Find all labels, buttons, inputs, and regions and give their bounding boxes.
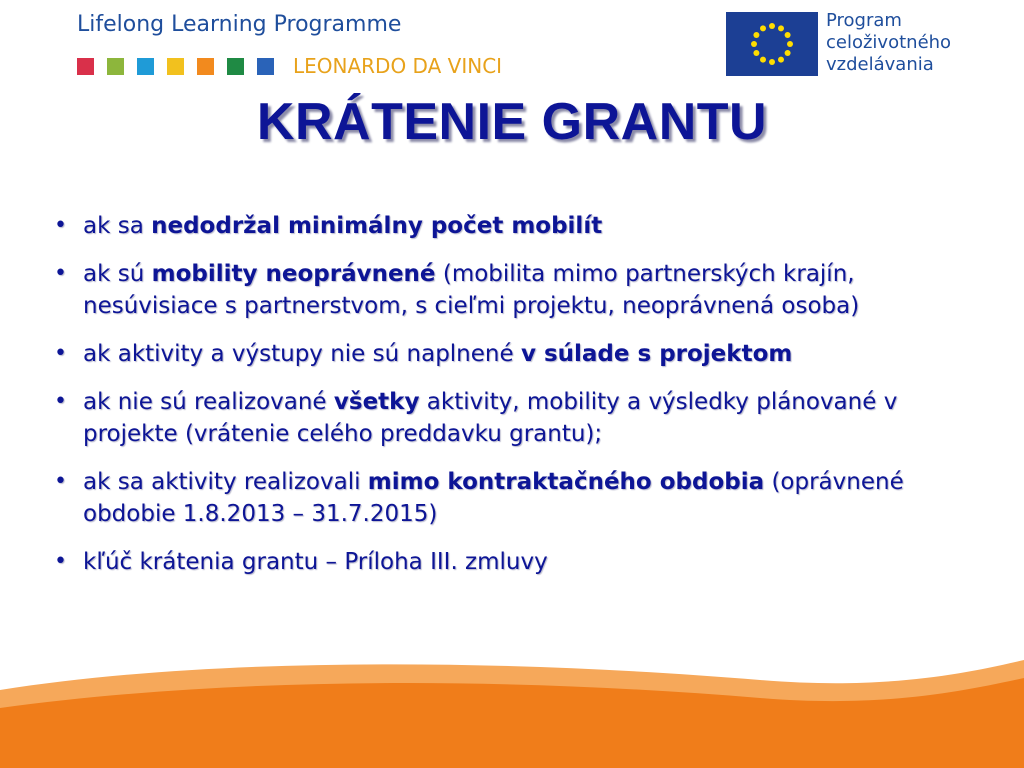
bullet-bold: v súlade s projektom <box>520 341 793 367</box>
bullet-text: ak sa aktivity realizovali <box>83 469 368 495</box>
bullet-text: (oprávnené obdobie 1.8.2013 – 31.7.2015) <box>83 469 904 527</box>
programme-title: Lifelong Learning Programme <box>77 12 402 37</box>
bullet-item <box>50 546 970 578</box>
bullet-marker: • <box>54 213 67 238</box>
bullet-text: ak nie sú realizované <box>83 389 334 415</box>
bullet-text: (mobilita mimo partnerských krajín, nesúvisiace s partnerstvom, s cieľmi projektu, neoprávnená osoba) <box>83 261 860 319</box>
bullet-text: ak aktivity a výstupy nie sú naplnené <box>83 341 521 367</box>
eu-programme-text <box>826 10 951 76</box>
leonardo-subtitle: LEONARDO DA VINCI <box>293 54 503 78</box>
color-square <box>107 58 124 75</box>
bullet-bold: nedodržal minimálny počet mobilít <box>151 213 603 239</box>
eu-text-line: Program <box>826 10 902 31</box>
bullet-text: kľúč krátenia grantu – Príloha III. zmluvy <box>83 549 548 575</box>
eu-text-line: vzdelávania <box>826 54 934 75</box>
bullet-marker: • <box>54 389 67 414</box>
color-square <box>197 58 214 75</box>
bullet-list <box>50 210 970 594</box>
bullet-item <box>50 466 970 530</box>
eu-flag-icon <box>726 12 818 76</box>
bullet-item <box>50 210 970 242</box>
bullet-text: ak sa <box>83 213 152 239</box>
bullet-text: aktivity, mobility a výsledky plánované v projekte (vrátenie celého preddavku grantu); <box>83 389 898 447</box>
bullet-item <box>50 258 970 322</box>
bullet-bold: mimo kontraktačného obdobia <box>367 469 765 495</box>
eu-text-line: celoživotného <box>826 32 952 53</box>
slide-title: KRÁTENIE GRANTU <box>256 93 768 151</box>
eu-stars <box>726 12 818 76</box>
bullet-marker: • <box>54 341 67 366</box>
color-square <box>257 58 274 75</box>
bullet-text: ak sú <box>83 261 152 287</box>
color-square <box>227 58 244 75</box>
bullet-item <box>50 386 970 450</box>
bullet-item <box>50 338 970 370</box>
bullet-marker: • <box>54 261 67 286</box>
bullet-bold: mobility neoprávnené <box>151 261 436 287</box>
color-square <box>167 58 184 75</box>
color-square <box>77 58 94 75</box>
slide-header <box>0 0 1024 90</box>
bullet-bold: všetky <box>333 389 420 415</box>
bullet-marker: • <box>54 469 67 494</box>
orange-wave <box>0 650 1024 768</box>
color-square <box>137 58 154 75</box>
bullet-marker: • <box>54 549 67 574</box>
